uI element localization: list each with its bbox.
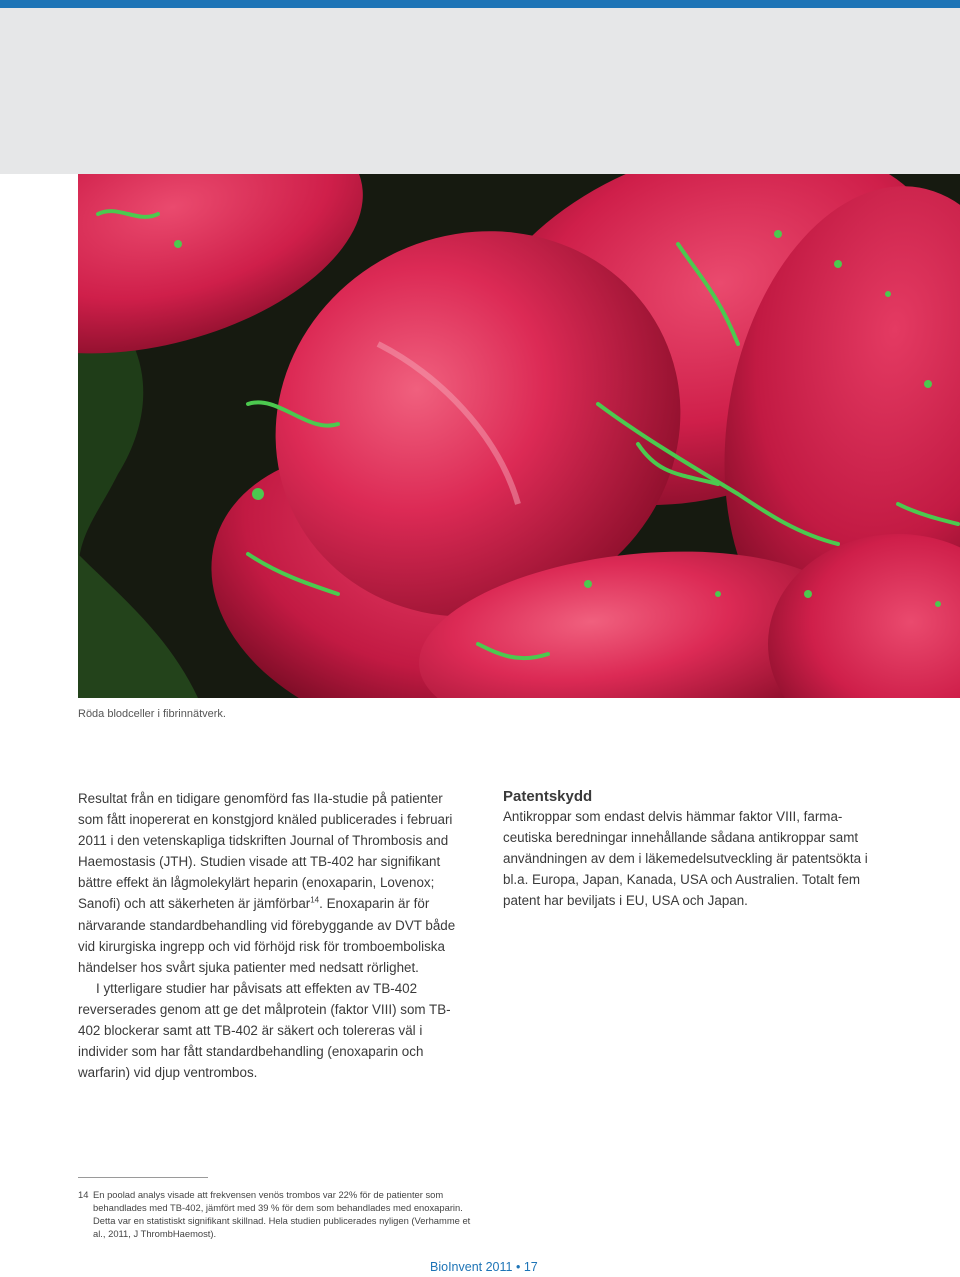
body-paragraph-part: . Enoxaparin är för närvarande standardbehandling vid förebyggande av DVT både vid kirurgiska ingrepp och vid förhöjd risk för tromboemboliska händelser hos svårt sjuka patienter med nedsatt rörlighet. [78, 896, 456, 975]
page-footer [430, 1260, 538, 1274]
patent-sidebar [503, 788, 888, 911]
publication-name: BioInvent 2011 [430, 1260, 513, 1274]
body-paragraph: I ytterligare studier har påvisats att effekten av TB-402 reverserades genom att ge det målprotein (faktor VIII) som TB-402 blockerar samt att TB-402 är säkert och tolereras väl i individer som har fått standardbehandling (enoxaparin och warfarin) vid djup ventrombos. [78, 980, 451, 1081]
footnote-reference: 14 [310, 896, 320, 905]
footnote-divider [78, 1177, 208, 1178]
footnote [78, 1188, 478, 1240]
footnote-text: En poolad analys visade att frekvensen venös trombos var 22% för de patienter som behandlades med TB-402, jämfört med 39 % för dem som behandlades med enoxaparin. Detta var en statistiskt signifikant skillnad. Hela studien publicerades nyligen (Verhamme et al., 2011, J ThrombHaemost). [93, 1189, 471, 1239]
blood-cells-photo [78, 174, 960, 698]
body-paragraph-part: Resultat från en tidigare genomförd fas IIa-studie på patienter som fått inopererat en konstgjord knäled publicerades i februari 2011 i den vetenskapliga tidskriften Journal of Thrombosis and Haemostasis (JTH). Studien visade att TB-402 har signifikant bättre effekt än lågmolekylärt heparin (enoxaparin, Lovenox; Sanofi) och att säkerheten är jämförbar [78, 791, 453, 912]
footer-separator: • [515, 1260, 521, 1274]
body-paragraph [78, 788, 458, 978]
photo-caption: Röda blodceller i fibrinnätverk. [78, 708, 226, 720]
page-number: 17 [523, 1260, 538, 1274]
header-band [0, 8, 960, 174]
top-accent-bar [0, 0, 960, 8]
sidebar-heading: Patentskydd [503, 788, 593, 805]
main-text-column [78, 788, 458, 1083]
footnote-number: 14 [78, 1189, 89, 1200]
sidebar-text: Antikroppar som endast delvis hämmar faktor VIII, farma-ceutiska beredningar innehållande sådana antikroppar samt användningen av dem i läkemedelsutveckling är patentsökta i bl.a. Europa, Japan, Kanada, USA och Australien. Totalt fem patent har beviljats i EU, USA och Japan. [503, 809, 868, 909]
